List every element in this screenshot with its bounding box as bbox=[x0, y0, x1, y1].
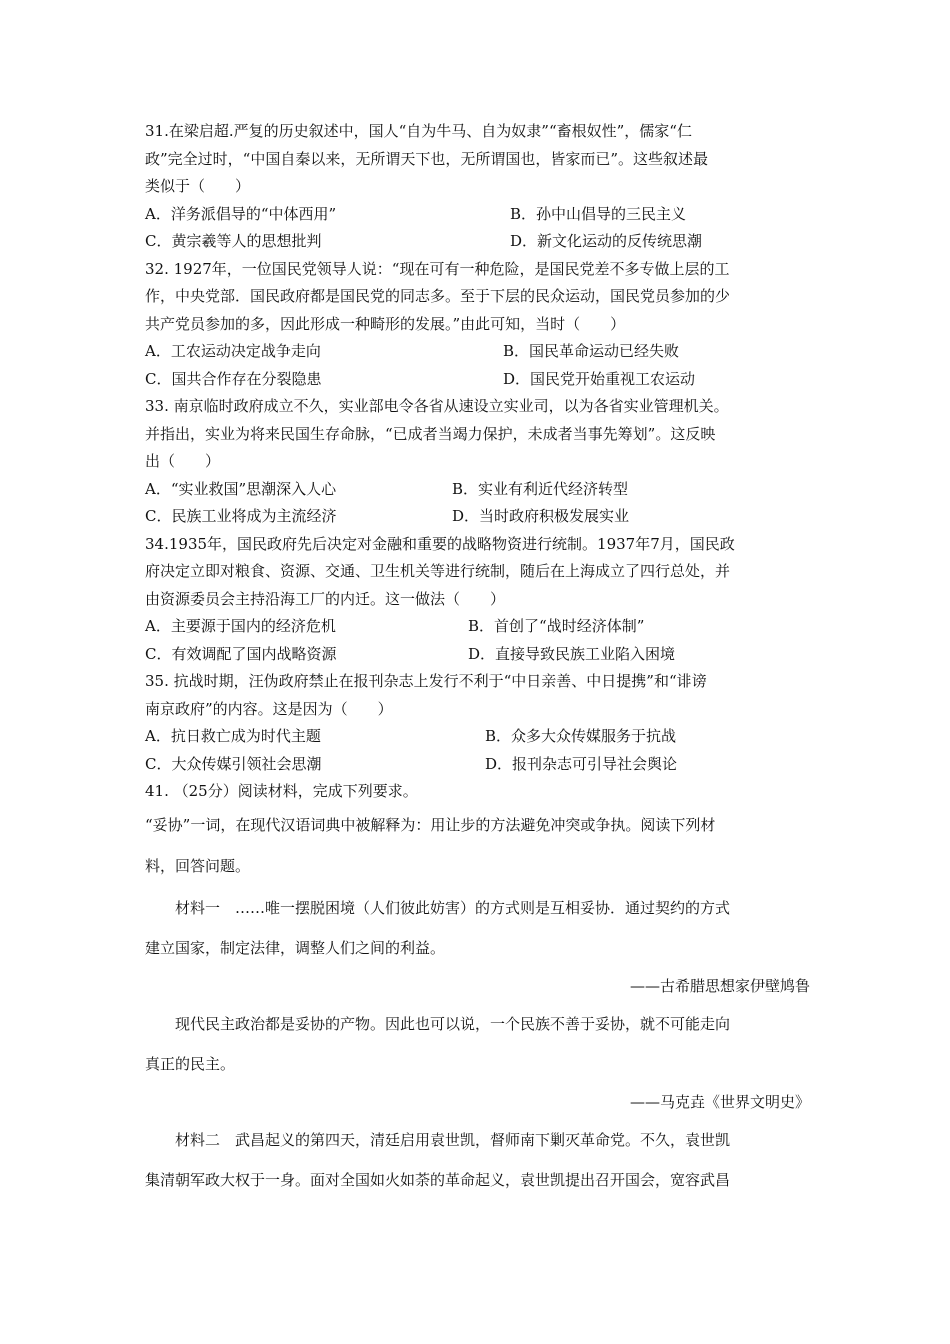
question-text: 33. 南京临时政府成立不久，实业部电令各省从速设立实业司，以为各省实业管理机关。 bbox=[145, 397, 729, 415]
question-31 bbox=[145, 118, 810, 256]
option-a: A．主要源于国内的经济危机 bbox=[145, 617, 336, 635]
question-text: 政”完全过时，“中国自秦以来，无所谓天下也，无所谓国也，皆家而已”。这些叙述最 bbox=[145, 149, 709, 168]
question-text: 南京政府”的内容。这是因为（ ） bbox=[145, 699, 393, 718]
material-one-source: ——古希腊思想家伊壁鸠鲁 bbox=[629, 976, 810, 995]
question-34 bbox=[145, 531, 810, 669]
option-d: D．国民党开始重视工农运动 bbox=[503, 369, 696, 388]
options-row bbox=[145, 338, 810, 366]
intro-text: “妥协”一词，在现代汉语词典中被解释为：用让步的方法避免冲突或争执。阅读下列材 bbox=[145, 815, 716, 834]
options-row bbox=[145, 201, 810, 229]
question-text: 作，中央党部．国民政府都是国民党的同志多。至于下层的民众运动，国民党员参加的少 bbox=[145, 287, 731, 305]
option-a: A．洋务派倡导的“中体西用” bbox=[145, 204, 337, 223]
option-b: B．孙中山倡导的三民主义 bbox=[510, 204, 687, 223]
question-text: 34.1935年，国民政府先后决定对金融和重要的战略物资进行统制。1937年7月，国民政 bbox=[145, 534, 735, 553]
question-text: 32. 1927年，一位国民党领导人说：“现在可有一种危险，是国民党差不多专做上层的工 bbox=[145, 259, 730, 278]
question-title: 41. （25分）阅读材料，完成下列要求。 bbox=[145, 782, 418, 800]
option-a: A．工农运动决定战争走向 bbox=[145, 342, 321, 360]
material-one-text: 真正的民主。 bbox=[145, 1054, 236, 1073]
option-d: D．报刊杂志可引导社会舆论 bbox=[485, 754, 678, 773]
option-c: C．民族工业将成为主流经济 bbox=[145, 507, 337, 525]
options-row bbox=[145, 641, 810, 669]
option-c: C．黄宗羲等人的思想批判 bbox=[145, 232, 322, 250]
material-one-text: 材料一 ……唯一摆脱困境（人们彼此妨害）的方式则是互相妥协．通过契约的方式 bbox=[175, 898, 731, 917]
option-a: A．“实业救国”思潮深入人心 bbox=[145, 479, 337, 498]
material-one-source: ——马克垚《世界文明史》 bbox=[629, 1092, 810, 1111]
option-b: B．众多大众传媒服务于抗战 bbox=[485, 727, 677, 745]
question-text: 由资源委员会主持沿海工厂的内迁。这一做法（ ） bbox=[145, 589, 506, 608]
question-text: 35. 抗战时期，汪伪政府禁止在报刊杂志上发行不利于“中日亲善、中日提携”和“诽谤 bbox=[145, 672, 707, 690]
exam-content bbox=[145, 118, 810, 1200]
option-d: D．新文化运动的反传统思潮 bbox=[510, 232, 703, 250]
question-41 bbox=[145, 778, 810, 1200]
options-row bbox=[145, 723, 810, 751]
option-d: D．直接导致民族工业陷入困境 bbox=[468, 644, 676, 663]
option-b: B．实业有利近代经济转型 bbox=[452, 479, 629, 498]
question-35 bbox=[145, 668, 810, 778]
option-c: C．大众传媒引领社会思潮 bbox=[145, 754, 322, 773]
question-text: 府决定立即对粮食、资源、交通、卫生机关等进行统制，随后在上海成立了四行总处，并 bbox=[145, 562, 731, 580]
question-text: 类似于（ ） bbox=[145, 177, 251, 195]
question-32 bbox=[145, 256, 810, 394]
option-b: B．国民革命运动已经失败 bbox=[503, 342, 680, 360]
option-d: D．当时政府积极发展实业 bbox=[452, 507, 630, 525]
option-c: C．国共合作存在分裂隐患 bbox=[145, 369, 322, 388]
option-a: A．抗日救亡成为时代主题 bbox=[145, 727, 321, 745]
options-row bbox=[145, 228, 810, 256]
options-row bbox=[145, 366, 810, 394]
material-two-text: 材料二 武昌起义的第四天，清廷启用袁世凯，督师南下剿灭革命党。不久，袁世凯 bbox=[175, 1130, 731, 1149]
options-row bbox=[145, 476, 810, 504]
question-text: 并指出，实业为将来民国生存命脉，“已成者当竭力保护，未成者当事先筹划”。这反映 bbox=[145, 424, 716, 443]
question-text: 共产党员参加的多，因此形成一种畸形的发展。”由此可知，当时（ ） bbox=[145, 314, 626, 333]
options-row bbox=[145, 503, 810, 531]
option-c: C．有效调配了国内战略资源 bbox=[145, 644, 337, 663]
intro-text: 料，回答问题。 bbox=[145, 856, 251, 875]
question-text: 31.在梁启超.严复的历史叙述中，国人“自为牛马、自为奴隶”“畜根奴性”，儒家“仁 bbox=[145, 122, 692, 140]
question-33 bbox=[145, 393, 810, 531]
options-row bbox=[145, 613, 810, 641]
material-one-text: 现代民主政治都是妥协的产物。因此也可以说，一个民族不善于妥协，就不可能走向 bbox=[175, 1014, 731, 1033]
material-one-text: 建立国家，制定法律，调整人们之间的利益。 bbox=[145, 938, 446, 957]
option-b: B．首创了“战时经济体制” bbox=[468, 617, 645, 635]
material-two-text: 集清朝军政大权于一身。面对全国如火如荼的革命起义，袁世凯提出召开国会，宽容武昌 bbox=[145, 1170, 731, 1189]
options-row bbox=[145, 751, 810, 779]
question-text: 出（ ） bbox=[145, 452, 221, 470]
